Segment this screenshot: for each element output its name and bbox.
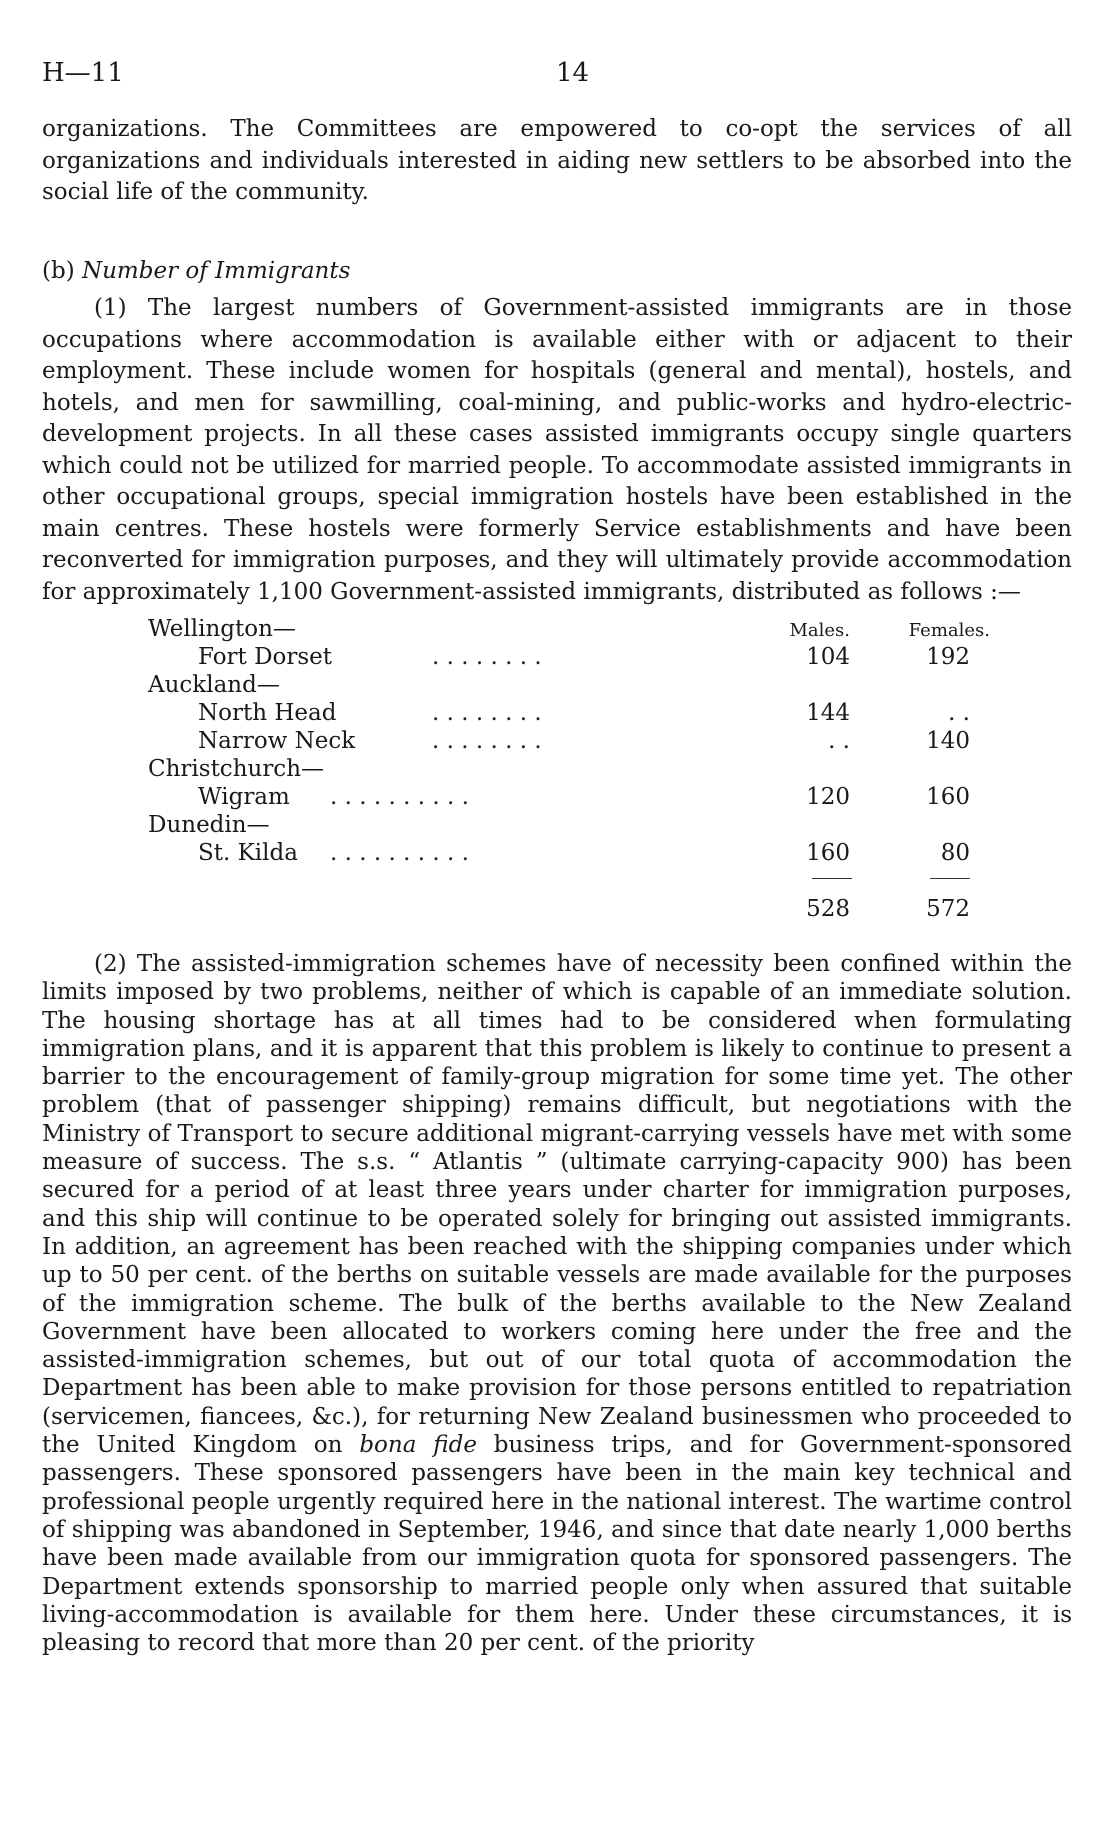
males-value: . . bbox=[828, 728, 850, 754]
females-value: . . bbox=[948, 700, 970, 726]
intro-paragraph: organizations. The Committees are empowered to co-opt the services of all organizations and individuals interested in aiding new settlers to be absorbed into the social life of the community. bbox=[42, 116, 1072, 205]
site-name: Fort Dorset bbox=[198, 644, 333, 670]
leader-dots: . . . . . . . . . . bbox=[330, 784, 469, 810]
paragraph-2 bbox=[42, 950, 1072, 1657]
region-label: Christchurch— bbox=[148, 756, 325, 782]
males-value: 104 bbox=[806, 644, 850, 670]
page-header bbox=[42, 58, 1072, 98]
leader-dots: . . . . . . . . bbox=[432, 644, 542, 670]
total-rule-males bbox=[812, 878, 852, 879]
column-header-females: Females. bbox=[908, 620, 990, 641]
leader-dots: . . . . . . . . . . bbox=[330, 840, 469, 866]
region-label: Wellington— bbox=[148, 616, 296, 642]
males-value: 160 bbox=[806, 840, 850, 866]
leader-dots: . . . . . . . . bbox=[432, 700, 542, 726]
leader-dots: . . . . . . . . bbox=[432, 728, 542, 754]
total-rule-females bbox=[930, 878, 970, 879]
site-name: North Head bbox=[198, 700, 337, 726]
females-value: 140 bbox=[926, 728, 970, 754]
females-value: 160 bbox=[926, 784, 970, 810]
total-males: 528 bbox=[806, 896, 850, 922]
site-name: Narrow Neck bbox=[198, 728, 356, 754]
page-number: 14 bbox=[556, 58, 590, 88]
females-value: 80 bbox=[940, 840, 970, 866]
region-label: Dunedin— bbox=[148, 812, 270, 838]
section-title: Number of Immigrants bbox=[81, 258, 351, 284]
section-label: (b) bbox=[42, 258, 75, 284]
latin-phrase: bona fide bbox=[359, 1432, 477, 1459]
section-heading bbox=[42, 258, 350, 284]
paragraph-2-text: (2) The assisted-immigration schemes have of necessity been confined within the limits imposed by two problems, neither of which is capable of an immediate solution. The housing shortage has at all times had to be considered when formulating immigration plans, and it is apparent that this problem is likely to continue to present a barrier to the encouragement of family-group migration for some time yet. The other problem (that of passenger shipping) remains difficult, but negotiations with the Ministry of Transport to secure additional migrant-carrying vessels have met with some measure of success. The s.s. “ Atlantis ” (ultimate carrying-capacity 900) has been secured for a period of at least three years under charter for immigration purposes, and this ship will continue to be operated solely for bringing out assisted immigrants. In addition, an agreement has been reached with the shipping companies under which up to 50 per cent. of the berths on suitable vessels are made available for the purposes of the immigration scheme. The bulk of the berths available to the New Zealand Government have been allocated to workers coming here under the free and the assisted-immigration schemes, but out of our total quota of accommodation the Department has been able to make provision for those persons entitled to repatriation (servicemen, fiancees, &c.), for returning New Zealand businessmen who proceeded to the United Kingdom on bbox=[42, 951, 1072, 1459]
site-name: Wigram bbox=[198, 784, 290, 810]
immigrant-distribution-table bbox=[0, 616, 1114, 936]
region-label: Auckland— bbox=[148, 672, 280, 698]
males-value: 120 bbox=[806, 784, 850, 810]
females-value: 192 bbox=[926, 644, 970, 670]
paragraph-1: (1) The largest numbers of Government-assisted immigrants are in those occupations where accommodation is available either with or adjacent to their employment. These include women for hospitals (general and mental), hostels, and hotels, and men for sawmilling, coal-mining, and public-works and hydro-electric-development projects. In all these cases assisted immigrants occupy single quarters which could not be utilized for married people. To accommodate assisted immigrants in other occupational groups, special immigration hostels have been established in the main centres. These hostels were formerly Service establishments and have been reconverted for immigration purposes, and they will ultimately provide accommodation for approximately 1,100 Government-assisted immigrants, distributed as follows :— bbox=[42, 295, 1072, 605]
document-id: H—11 bbox=[42, 58, 124, 88]
males-value: 144 bbox=[806, 700, 850, 726]
total-females: 572 bbox=[926, 896, 970, 922]
paragraph-2-text-continued: business trips, and for Government-sponsored passengers. These sponsored passengers have been in the main key technical and professional people urgently required here in the national interest. The wartime control of shipping was abandoned in September, 1946, and since that date nearly 1,000 berths have been made available from our immigration quota for sponsored passengers. The Department extends sponsorship to married people only when assured that suitable living-accommodation is available for them here. Under these circumstances, it is pleasing to record that more than 20 per cent. of the priority bbox=[42, 1432, 1072, 1657]
column-header-males: Males. bbox=[789, 620, 850, 641]
site-name: St. Kilda bbox=[198, 840, 298, 866]
